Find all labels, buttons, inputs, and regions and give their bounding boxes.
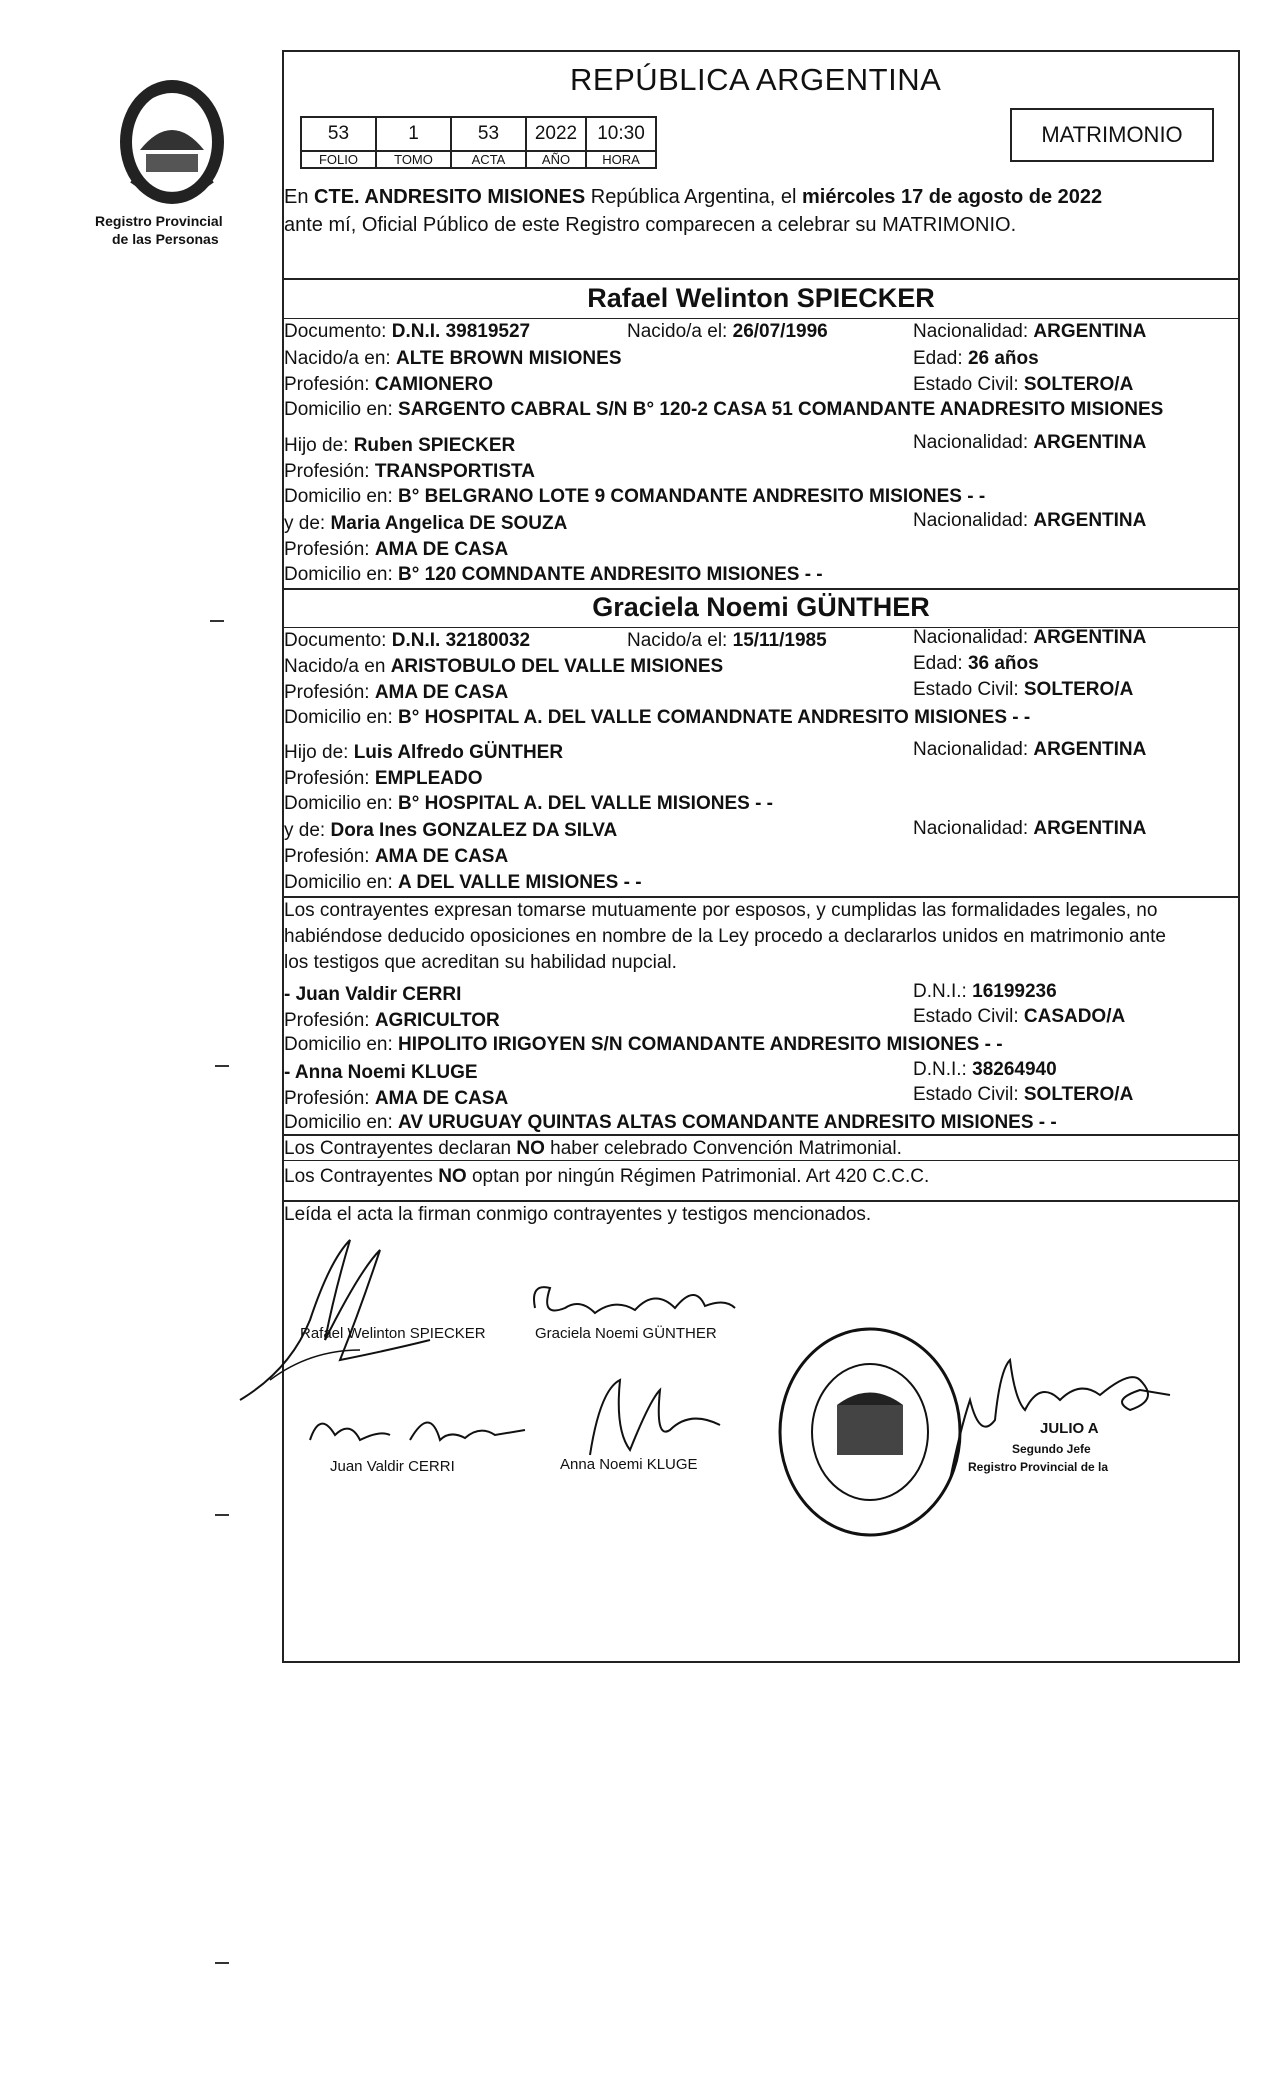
- official-stamp-line3: Registro Provincial de la: [968, 1460, 1109, 1474]
- spouse1-nat: Nacionalidad: ARGENTINA: [913, 321, 1147, 342]
- logo-caption-line1: Registro Provincial: [95, 213, 223, 229]
- tomo-label: TOMO: [376, 151, 451, 168]
- registry-seal: [775, 1325, 965, 1540]
- spouse2-father-nat: Nacionalidad: ARGENTINA: [913, 739, 1147, 760]
- spouse2-mother-nat: Nacionalidad: ARGENTINA: [913, 818, 1147, 839]
- witness2-name: - Anna Noemi KLUGE: [284, 1062, 478, 1083]
- spouse1-father: Hijo de: Ruben SPIECKER: [284, 435, 516, 456]
- spouse2-prof: Profesión: AMA DE CASA: [284, 682, 509, 703]
- folio-label: FOLIO: [301, 151, 376, 168]
- official-stamp-line1: JULIO A: [1040, 1420, 1099, 1437]
- intro-line-1: En CTE. ANDRESITO MISIONES República Argentina, el miércoles 17 de agosto de 2022: [284, 186, 1103, 208]
- spouse2-doc: Documento: D.N.I. 32180032: [284, 630, 531, 651]
- folio-value: 53: [301, 117, 376, 151]
- declaration-line-3: los testigos que acreditan su habilidad nupcial.: [284, 952, 677, 973]
- acta-value: 53: [451, 117, 526, 151]
- spouse1-father-nat: Nacionalidad: ARGENTINA: [913, 432, 1147, 453]
- logo-caption-line2: de las Personas: [112, 231, 219, 247]
- signature-spouse1-icon: [230, 1230, 450, 1410]
- convention-line-1: Los Contrayentes declaran NO haber celebrado Convención Matrimonial.: [284, 1138, 902, 1159]
- spouse2-father-dom: Domicilio en: B° HOSPITAL A. DEL VALLE MISIONES - -: [284, 793, 773, 814]
- official-stamp-line2: Segundo Jefe: [1012, 1442, 1091, 1456]
- province-shield-icon: [102, 70, 242, 210]
- spouse1-mother-nat: Nacionalidad: ARGENTINA: [913, 510, 1147, 531]
- document-title: REPÚBLICA ARGENTINA: [570, 62, 942, 97]
- declaration-line-1: Los contrayentes expresan tomarse mutuamente por esposos, y cumplidas las formalidades legales, no: [284, 900, 1158, 921]
- spouse2-born: Nacido/a el: 15/11/1985: [627, 630, 827, 651]
- spouse1-doc: Documento: D.N.I. 39819527: [284, 321, 531, 342]
- spouse2-father-prof: Profesión: EMPLEADO: [284, 768, 483, 789]
- witness1-name: - Juan Valdir CERRI: [284, 984, 462, 1005]
- anio-value: 2022: [526, 117, 586, 151]
- signature-spouse1-caption: Rafael Welinton SPIECKER: [300, 1325, 486, 1342]
- spouse2-dom: Domicilio en: B° HOSPITAL A. DEL VALLE COMANDNATE ANDRESITO MISIONES - -: [284, 707, 1031, 728]
- province-logo: [102, 70, 242, 210]
- convention-line-2: Los Contrayentes NO optan por ningún Régimen Patrimonial. Art 420 C.C.C.: [284, 1166, 930, 1187]
- signature-witness2-icon: [570, 1370, 740, 1460]
- act-type-box: MATRIMONIO: [1010, 108, 1214, 162]
- spouse1-mother-prof: Profesión: AMA DE CASA: [284, 539, 509, 560]
- registry-seal-icon: [775, 1325, 965, 1540]
- spouse1-name: Rafael Welinton SPIECKER: [587, 283, 935, 313]
- spouse1-prof: Profesión: CAMIONERO: [284, 374, 494, 395]
- spouse1-father-prof: Profesión: TRANSPORTISTA: [284, 461, 535, 482]
- tomo-value: 1: [376, 117, 451, 151]
- witness1-dni: D.N.I.: 16199236: [913, 981, 1057, 1002]
- spouse1-mother-dom: Domicilio en: B° 120 COMNDANTE ANDRESITO MISIONES - -: [284, 564, 823, 585]
- witness1-dom: Domicilio en: HIPOLITO IRIGOYEN S/N COMANDANTE ANDRESITO MISIONES - -: [284, 1034, 1003, 1055]
- spouse2-age: Edad: 36 años: [913, 653, 1039, 674]
- witness2-prof: Profesión: AMA DE CASA: [284, 1088, 509, 1109]
- signature-spouse2-icon: [525, 1278, 745, 1328]
- spouse1-civil: Estado Civil: SOLTERO/A: [913, 374, 1134, 395]
- spouse2-mother-prof: Profesión: AMA DE CASA: [284, 846, 509, 867]
- spouse1-father-dom: Domicilio en: B° BELGRANO LOTE 9 COMANDANTE ANDRESITO MISIONES - -: [284, 486, 986, 507]
- intro-line-2: ante mí, Oficial Público de este Registro comparecen a celebrar su MATRIMONIO.: [284, 214, 1017, 236]
- spouse2-mother: y de: Dora Ines GONZALEZ DA SILVA: [284, 820, 618, 841]
- witness2-dni: D.N.I.: 38264940: [913, 1059, 1057, 1080]
- anio-label: AÑO: [526, 151, 586, 168]
- signature-spouse2-caption: Graciela Noemi GÜNTHER: [535, 1325, 717, 1342]
- witness2-dom: Domicilio en: AV URUGUAY QUINTAS ALTAS COMANDANTE ANDRESITO MISIONES - -: [284, 1112, 1057, 1133]
- spouse1-age: Edad: 26 años: [913, 348, 1039, 369]
- witness1-prof: Profesión: AGRICULTOR: [284, 1010, 500, 1031]
- hora-value: 10:30: [586, 117, 656, 151]
- spouse2-father: Hijo de: Luis Alfredo GÜNTHER: [284, 742, 564, 763]
- spouse2-mother-dom: Domicilio en: A DEL VALLE MISIONES - -: [284, 872, 642, 893]
- spouse2-nat: Nacionalidad: ARGENTINA: [913, 627, 1147, 648]
- spouse1-birthplace: Nacido/a en: ALTE BROWN MISIONES: [284, 348, 622, 369]
- signature-witness1-icon: [300, 1400, 530, 1460]
- witness2-civil: Estado Civil: SOLTERO/A: [913, 1084, 1134, 1105]
- spouse2-civil: Estado Civil: SOLTERO/A: [913, 679, 1134, 700]
- acta-label: ACTA: [451, 151, 526, 168]
- spouse1-born: Nacido/a el: 26/07/1996: [627, 321, 828, 342]
- spouse1-dom: Domicilio en: SARGENTO CABRAL S/N B° 120-2 CASA 51 COMANDANTE ANADRESITO MISIONES: [284, 399, 1164, 420]
- signature-witness1-caption: Juan Valdir CERRI: [330, 1458, 455, 1475]
- closing-text: Leída el acta la firman conmigo contrayentes y testigos mencionados.: [284, 1204, 872, 1225]
- signature-witness2-caption: Anna Noemi KLUGE: [560, 1456, 698, 1473]
- spouse1-mother: y de: Maria Angelica DE SOUZA: [284, 513, 568, 534]
- hora-label: HORA: [586, 151, 656, 168]
- registry-numbers-table: [300, 116, 657, 169]
- spouse2-birthplace: Nacido/a en ARISTOBULO DEL VALLE MISIONES: [284, 656, 724, 677]
- witness1-civil: Estado Civil: CASADO/A: [913, 1006, 1126, 1027]
- declaration-line-2: habiéndose deducido oposiciones en nombre de la Ley procedo a declararlos unidos en matrimonio ante: [284, 926, 1166, 947]
- spouse2-name: Graciela Noemi GÜNTHER: [592, 592, 930, 622]
